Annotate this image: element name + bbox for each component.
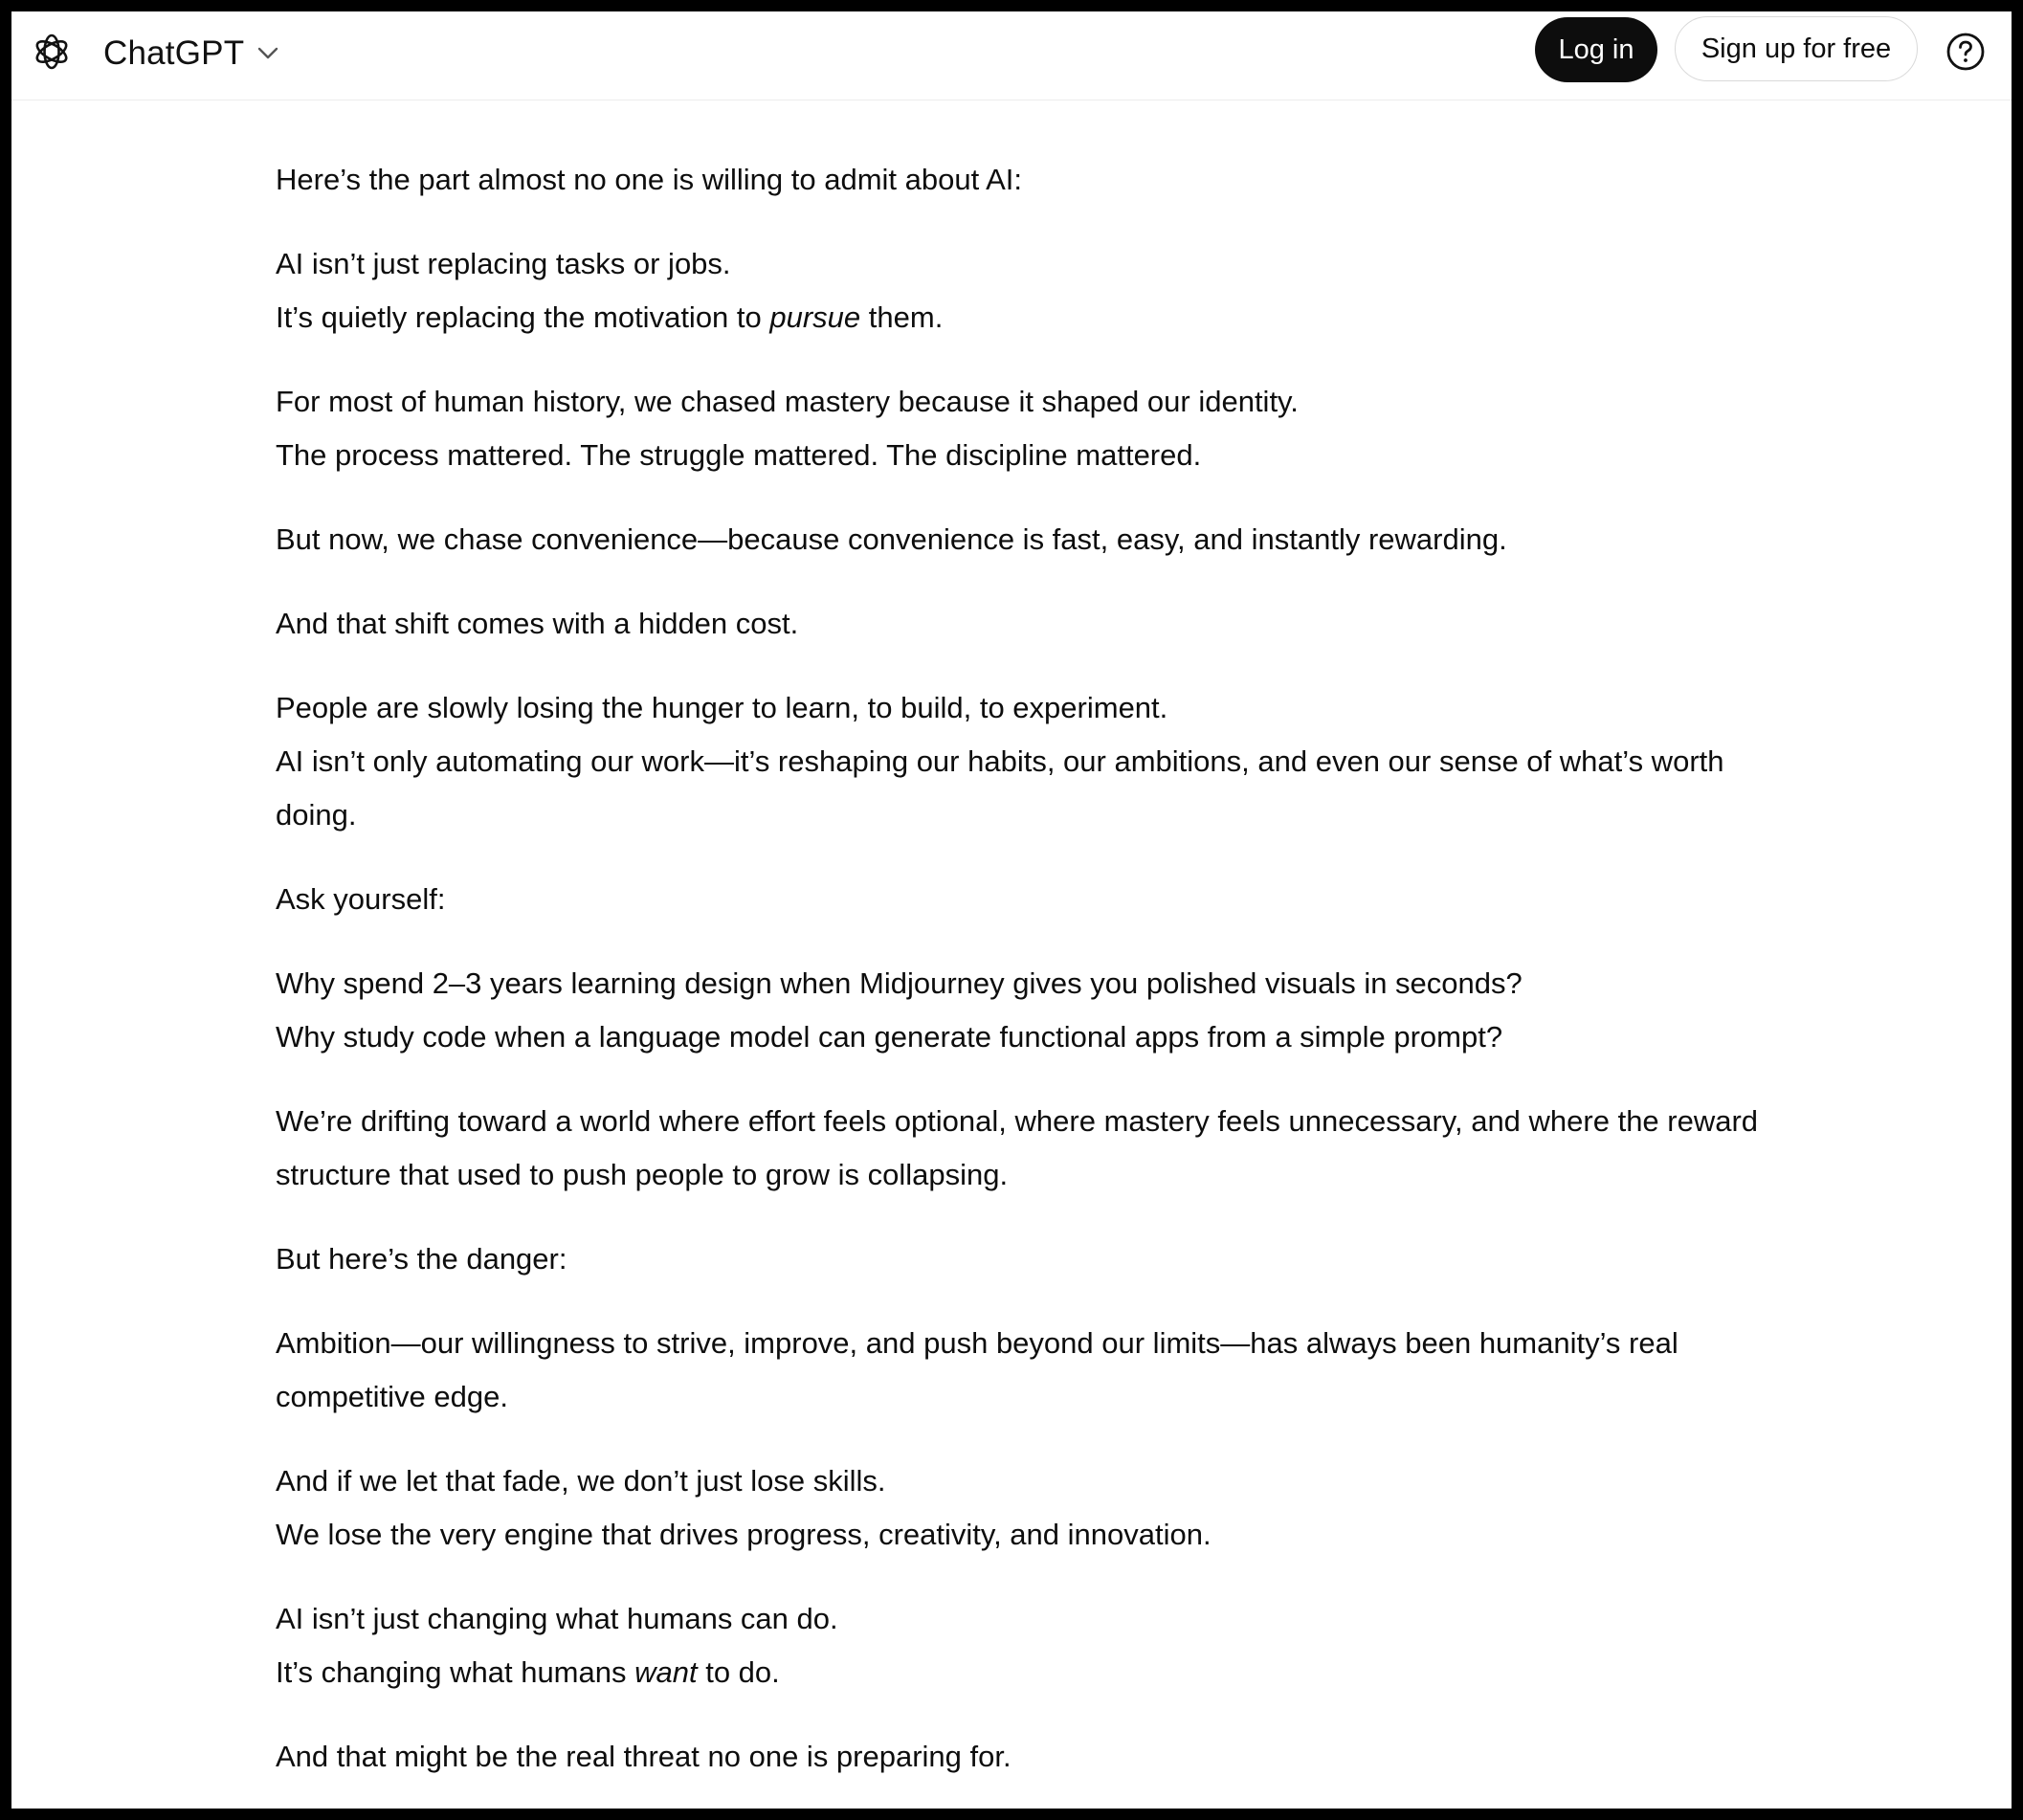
message-paragraph: And that shift comes with a hidden cost. xyxy=(276,607,799,640)
message-paragraph: Ambition—our willingness to strive, improve, and push beyond our limits—has always been humanity’s real competitive edge. xyxy=(276,1326,1678,1413)
message-paragraph: For most of human history, we chased mastery because it shaped our identity. The process mattered. The struggle mattered. The discipline mattered. xyxy=(276,385,1299,472)
chevron-down-icon xyxy=(257,47,278,60)
top-navigation-bar xyxy=(11,11,2012,100)
message-paragraph: And if we let that fade, we don’t just lose skills. We lose the very engine that drives progress, creativity, and innovation. xyxy=(276,1464,1212,1551)
message-paragraph: Why spend 2–3 years learning design when Midjourney gives you polished visuals in seconds? Why study code when a language model can generate functional apps from a simple prompt? xyxy=(276,966,1523,1054)
message-paragraph: Here’s the part almost no one is willing to admit about AI: xyxy=(276,163,1023,196)
help-circle-icon[interactable] xyxy=(1945,31,1987,73)
message-paragraph: And that might be the real threat no one is preparing for. xyxy=(276,1740,1012,1773)
message-paragraph: But now, we chase convenience—because convenience is fast, easy, and instantly rewarding. xyxy=(276,522,1507,556)
message-paragraph: But here’s the danger: xyxy=(276,1242,567,1276)
openai-logo-icon[interactable] xyxy=(29,29,75,75)
app-window xyxy=(11,11,2012,1809)
message-paragraph: AI isn’t just changing what humans can do. It’s changing what humans want to do. xyxy=(276,1602,838,1689)
message-paragraph: Ask yourself: xyxy=(276,882,446,916)
message-paragraph: AI isn’t just replacing tasks or jobs. It’s quietly replacing the motivation to pursue them. xyxy=(276,247,944,334)
message-paragraph: We’re drifting toward a world where effort feels optional, where mastery feels unnecessary, and where the reward structure that used to push people to grow is collapsing. xyxy=(276,1104,1759,1191)
message-paragraph: People are slowly losing the hunger to learn, to build, to experiment. AI isn’t only automating our work—it’s reshaping our habits, our ambitions, and even our sense of what’s worth doing. xyxy=(276,691,1724,832)
model-name: ChatGPT xyxy=(103,34,245,72)
model-selector[interactable] xyxy=(103,31,278,77)
login-button[interactable]: Log in xyxy=(1535,17,1657,82)
assistant-message xyxy=(276,153,1768,1784)
signup-button[interactable]: Sign up for free xyxy=(1675,16,1918,81)
